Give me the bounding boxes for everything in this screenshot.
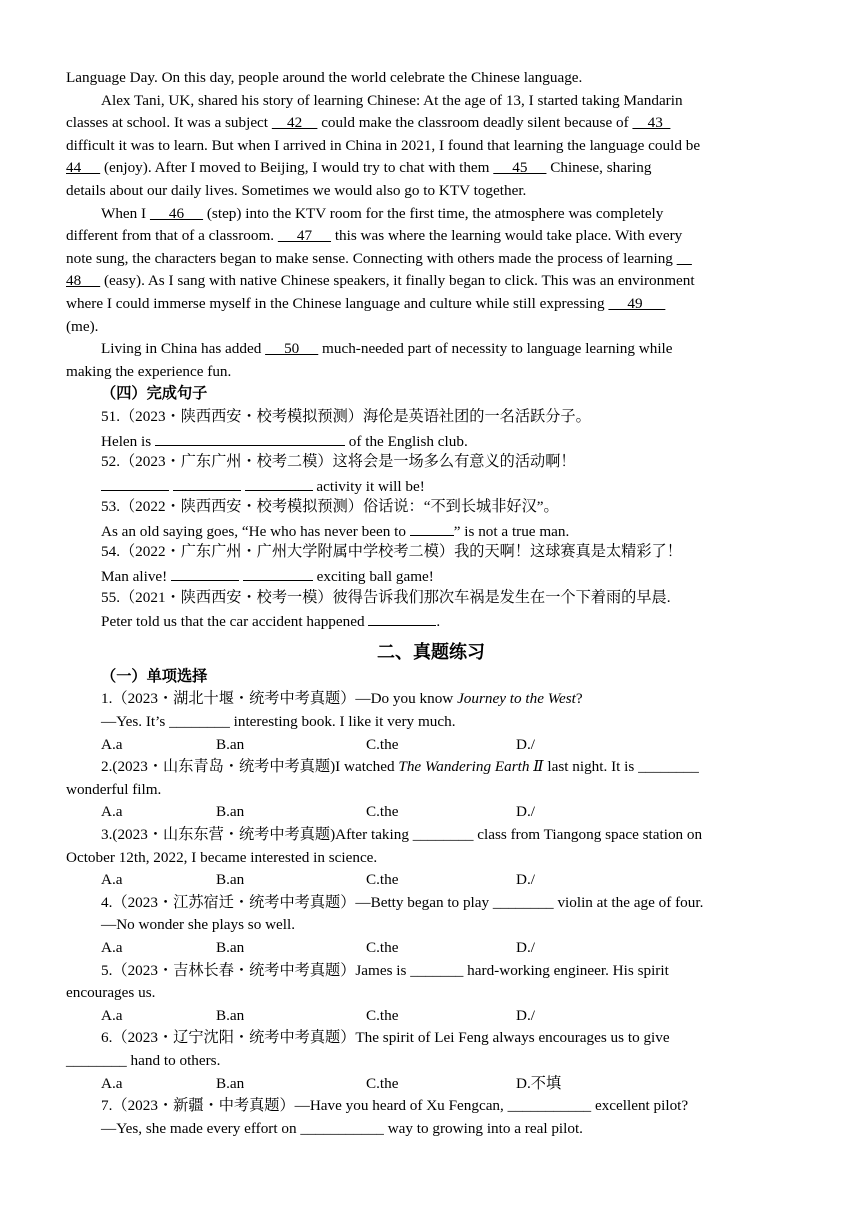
question-5: 5.（2023・吉林长春・统考中考真题）James is _______ hard-working engineer. His spirit <box>101 961 669 979</box>
text: exciting ball game! <box>312 568 434 586</box>
answer-blank-51[interactable] <box>155 429 345 446</box>
blank-42[interactable]: 42 <box>271 114 318 132</box>
text: As an old saying goes, “He who has never been to <box>101 522 410 540</box>
answer-blank-54-2[interactable] <box>243 564 313 581</box>
option-d[interactable]: D./ <box>516 735 535 753</box>
book-title: Journey to the West <box>457 690 576 708</box>
text: 2.(2023・山东青岛・统考中考真题)I watched <box>101 758 399 776</box>
option-b[interactable]: B.an <box>216 1074 245 1092</box>
blank-48-start[interactable] <box>677 250 692 267</box>
text: . <box>436 613 441 631</box>
option-a[interactable]: A.a <box>101 803 123 821</box>
blank-45[interactable]: 45 <box>493 159 547 177</box>
answer-line-53 <box>66 519 796 542</box>
text: (easy). As I sang with native Chinese speakers, it finally began to click. This was an environment <box>100 272 695 290</box>
answer-blank-52-2[interactable] <box>173 474 241 491</box>
options-row <box>66 1005 796 1028</box>
passage-line <box>66 90 796 113</box>
text: (me). <box>66 317 99 335</box>
section-heading: （四）完成句子 <box>101 385 208 403</box>
option-d[interactable]: D./ <box>516 803 535 821</box>
film-title: The Wandering Earth Ⅱ <box>398 758 544 776</box>
subsection-heading: （一）单项选择 <box>101 667 208 685</box>
passage-line <box>66 180 796 203</box>
text: different from that of a classroom. <box>66 227 278 245</box>
answer-blank-54-1[interactable] <box>171 564 239 581</box>
option-c[interactable]: C.the <box>366 1074 399 1092</box>
option-d[interactable]: D./ <box>516 1006 535 1024</box>
blank-43[interactable]: 43 <box>632 114 671 132</box>
text: classes at school. It was a subject <box>66 114 272 132</box>
question-6-line: ________ hand to others. <box>66 1051 221 1069</box>
text: last night. It is ________ <box>543 758 699 776</box>
options-row <box>66 734 796 757</box>
text: this was where the learning would take place. With every <box>331 227 683 245</box>
text: 1.（2023・湖北十堰・统考中考真题）—Do you know <box>101 690 458 708</box>
blank-46[interactable]: 46 <box>149 204 204 222</box>
question-4-line: —No wonder she plays so well. <box>101 916 296 934</box>
text: Living in China has added <box>101 340 266 358</box>
text: When I <box>101 204 150 222</box>
answer-blank-52-1[interactable] <box>101 474 169 491</box>
passage-line <box>66 270 796 293</box>
text: ” is not a true man. <box>453 522 570 540</box>
option-a[interactable]: A.a <box>101 1074 123 1092</box>
text: Man alive! <box>101 568 172 586</box>
answer-line-51 <box>66 429 796 452</box>
options-row <box>66 937 796 960</box>
text: (enjoy). After I moved to Beijing, I would try to chat with them <box>100 159 494 177</box>
question-3: 3.(2023・山东东营・统考中考真题)After taking ________ class from Tiangong space station on <box>101 826 703 843</box>
question-54: 54.（2022・广东广州・广州大学附属中学校考二模）我的天啊！这球赛真是太精彩了！ <box>101 543 682 561</box>
question-2 <box>66 756 796 779</box>
option-a[interactable]: A.a <box>101 1006 123 1024</box>
passage-line <box>66 338 796 361</box>
question-2-line: wonderful film. <box>66 780 162 798</box>
option-b[interactable]: B.an <box>216 1006 245 1024</box>
answer-line-55 <box>66 609 796 632</box>
answer-blank-53[interactable] <box>410 519 454 536</box>
text: difficult it was to learn. But when I arrived in China in 2021, I found that learning the language could be <box>66 136 701 154</box>
blank-47[interactable]: 47 <box>277 227 332 245</box>
question-7-line: —Yes, she made every effort on ___________ way to growing into a real pilot. <box>101 1119 583 1137</box>
option-b[interactable]: B.an <box>216 803 245 821</box>
passage-line <box>66 112 796 135</box>
question-1-line: —Yes. It’s ________ interesting book. I like it very much. <box>101 713 456 731</box>
part-title: 二、真题练习 <box>377 641 485 662</box>
text: much-needed part of necessity to language learning while <box>318 340 673 358</box>
text: where I could immerse myself in the Chinese language and culture while still expressing <box>66 294 609 312</box>
option-a[interactable]: A.a <box>101 871 123 889</box>
text: Alex Tani, UK, shared his story of learning Chinese: At the age of 13, I started taking Mandarin <box>101 91 683 109</box>
question-55: 55.（2021・陕西西安・校考一模）彼得告诉我们那次车祸是发生在一个下着雨的早晨. <box>101 588 671 606</box>
answer-blank-55[interactable] <box>368 609 436 626</box>
options-row <box>66 801 796 824</box>
passage-line <box>66 293 796 316</box>
blank-49[interactable]: 49 <box>608 294 666 312</box>
text: Peter told us that the car accident happened <box>101 613 369 631</box>
passage-line <box>66 67 796 90</box>
text: activity it will be! <box>312 477 425 495</box>
passage-line <box>66 135 796 158</box>
text: details about our daily lives. Sometimes we would also go to KTV together. <box>66 181 527 199</box>
answer-line-52 <box>66 474 796 497</box>
option-b[interactable]: B.an <box>216 735 245 753</box>
option-a[interactable]: A.a <box>101 735 123 753</box>
passage-line <box>66 157 796 180</box>
option-d[interactable]: D./ <box>516 938 535 956</box>
answer-blank-52-3[interactable] <box>245 474 313 491</box>
option-b[interactable]: B.an <box>216 871 245 889</box>
text: Helen is <box>101 432 155 450</box>
option-a[interactable]: A.a <box>101 938 123 956</box>
blank-48[interactable]: 48 <box>66 272 101 290</box>
text: note sung, the characters began to make sense. Connecting with others made the process of learning <box>66 249 677 267</box>
options-row <box>66 869 796 892</box>
question-52: 52.（2023・广东广州・校考二模）这将会是一场多么有意义的活动啊！ <box>101 453 576 471</box>
option-c[interactable]: C.the <box>366 1006 399 1024</box>
passage-line <box>66 361 796 384</box>
question-7: 7.（2023・新疆・中考真题）—Have you heard of Xu Fengcan, ___________ excellent pilot? <box>101 1097 689 1115</box>
text: Chinese, sharing <box>546 159 652 177</box>
text: making the experience fun. <box>66 362 232 380</box>
passage-line <box>66 316 796 339</box>
blank-50[interactable]: 50 <box>265 340 319 358</box>
option-d[interactable]: D.不填 <box>516 1074 562 1092</box>
text: could make the classroom deadly silent because of <box>317 114 633 132</box>
text: ? <box>575 690 583 708</box>
option-c[interactable]: C.the <box>366 871 399 889</box>
blank-44[interactable]: 44 <box>66 159 101 177</box>
question-51: 51.（2023・陕西西安・校考模拟预测）海伦是英语社团的一名活跃分子。 <box>101 407 591 425</box>
question-1 <box>66 688 796 711</box>
question-53: 53.（2022・陕西西安・校考模拟预测）俗话说：“不到长城非好汉”。 <box>101 498 559 516</box>
option-c[interactable]: C.the <box>366 803 399 821</box>
option-d[interactable]: D./ <box>516 871 535 889</box>
option-b[interactable]: B.an <box>216 938 245 956</box>
question-4: 4.（2023・江苏宿迁・统考中考真题）—Betty began to play ________ violin at the age of four. <box>101 893 704 911</box>
question-5-line: encourages us. <box>66 984 156 1002</box>
option-c[interactable]: C.the <box>366 938 399 956</box>
text: (step) into the KTV room for the first time, the atmosphere was completely <box>203 204 664 222</box>
passage-line <box>66 248 796 271</box>
text: Language Day. On this day, people around the world celebrate the Chinese language. <box>66 69 583 86</box>
options-row <box>66 1073 796 1096</box>
question-3-line: October 12th, 2022, I became interested in science. <box>66 848 378 866</box>
answer-line-54 <box>66 564 796 587</box>
question-6: 6.（2023・辽宁沈阳・统考中考真题）The spirit of Lei Feng always encourages us to give <box>101 1029 670 1047</box>
text: of the English club. <box>345 432 468 450</box>
document-page <box>66 67 796 1140</box>
option-c[interactable]: C.the <box>366 735 399 753</box>
passage-line <box>66 225 796 248</box>
passage-line <box>66 203 796 226</box>
